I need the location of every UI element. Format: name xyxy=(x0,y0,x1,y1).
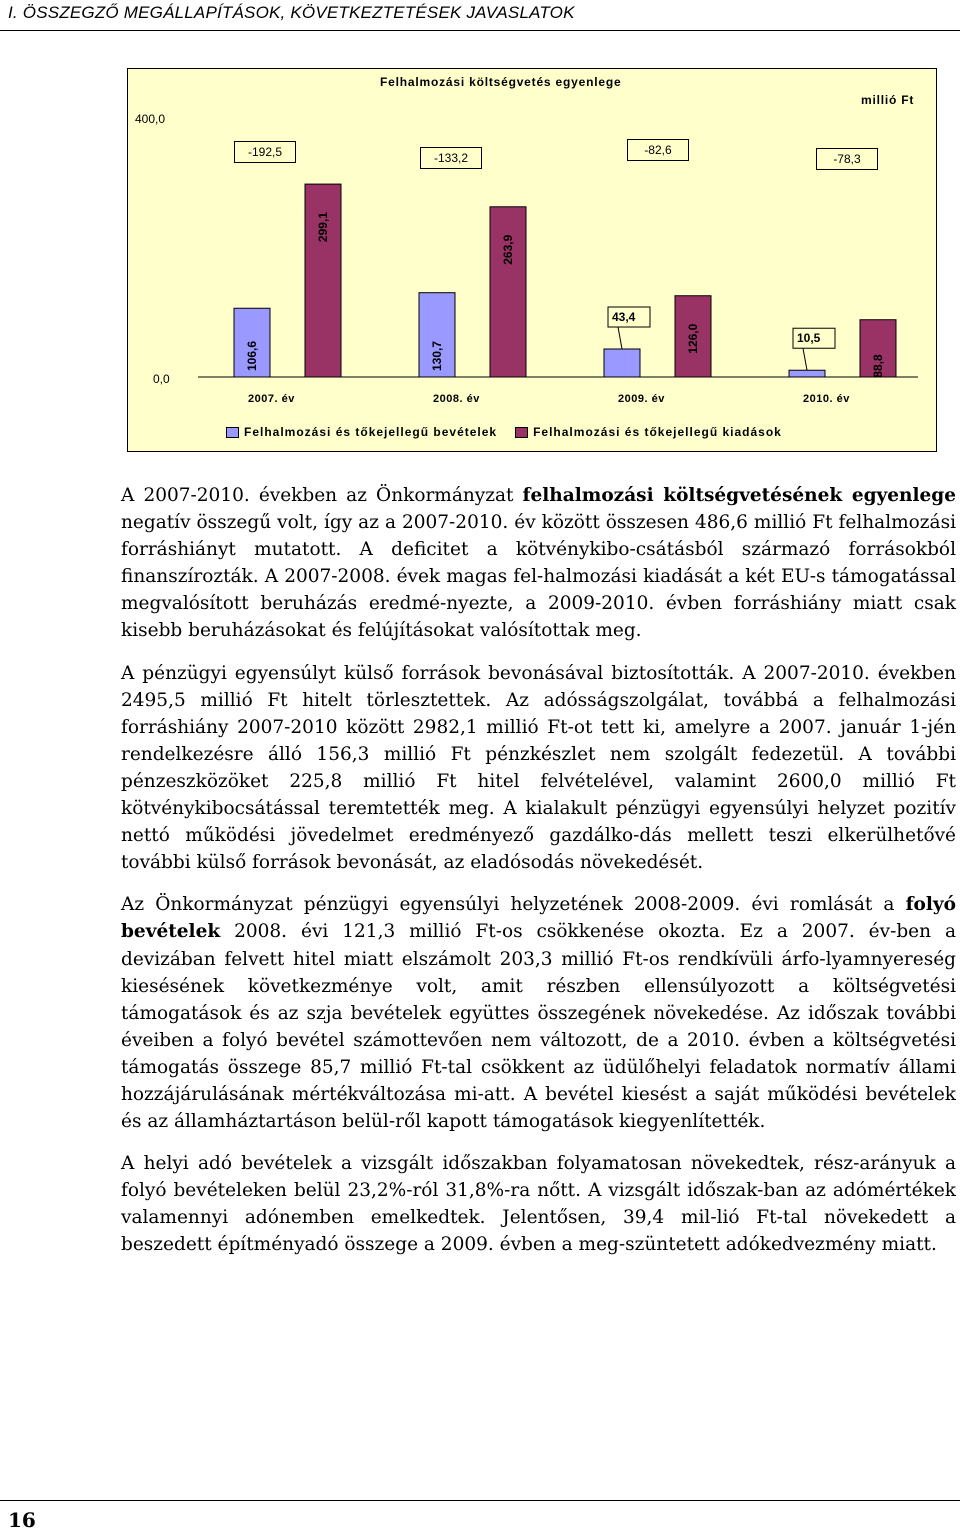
bar-value-label: 130,7 xyxy=(430,340,444,371)
chart-legend xyxy=(226,425,800,439)
legend-item-income xyxy=(226,425,497,439)
x-tick-2008: 2008. év xyxy=(433,393,480,405)
balance-label-2007: -192,5 xyxy=(234,141,296,163)
bar-value-label: 106,6 xyxy=(245,340,259,371)
legend-swatch-income xyxy=(226,427,239,438)
text-run: A helyi adó bevételek a vizsgált időszakban folyamatosan növekedtek, rész-arányuk a folyó bevételeken belül 23,2%-ról 31,8%-ra nőtt. A vizsgált időszak-ban az adómértékek valamennyi adónemben emelkedtek. Jelentősen, 39,4 mil-lió Ft-tal növekedett a beszedett építményadó összege a 2009. évben a meg-szüntetett adókedvezmény miatt. xyxy=(121,1153,956,1256)
text-run: 2008. évi 121,3 millió Ft-os csökkenése okozta. Ez a 2007. év-ben a devizában felvett hitel miatt elszámolt 203,3 millió Ft-os rendkívüli árfo-lyamnyereség kiesésének következménye volt, amit részben ellensúlyozott a költségvetési támogatások és az szja bevételek együttes összegének növekedése. Az időszak további éveiben a folyó bevétel számottevően nem változott, de a 2010. évben a költségvetési támogatás összege 85,7 millió Ft-tal csökkent az üdülőhelyi feladatok normatív állami hozzájárulásának mértékváltozása mi-att. A bevétel kiesést a saját működési bevételek és az államháztartáson belül-ről kapott támogatások kiegyenlítették. xyxy=(121,921,956,1133)
chart-title: Felhalmozási költségvetés egyenlege xyxy=(380,75,622,89)
paragraph-2 xyxy=(121,660,956,877)
text-run: negatív összegű volt, így az a 2007-2010. év között összesen 486,6 millió Ft felhalmozási forráshiányt mutatott. A deficitet a kötvénykibo-csátásból származó forrásokból finanszírozták. A 2007-2008. évek magas fel-halmozási kiadását a két EU-s támogatással megvalósított beruházás eredmé-nyezte, a 2009-2010. évben forráshiány miatt csak kisebb beruházásokat és felújításokat valósítottak meg. xyxy=(121,512,956,642)
bar-value-label: 43,4 xyxy=(612,310,636,325)
y-tick-max: 400,0 xyxy=(135,112,166,126)
paragraph-1 xyxy=(121,482,956,645)
text-run: Az Önkormányzat pénzügyi egyensúlyi helyzetének 2008-2009. évi romlását a xyxy=(121,894,906,916)
bar-value-label: 126,0 xyxy=(686,323,700,354)
bar-value-label: 88,8 xyxy=(871,354,885,378)
header-title: I. ÖSSZEGZŐ MEGÁLLAPÍTÁSOK, KÖVETKEZTETÉSEK JAVASLATOK xyxy=(8,3,575,22)
bar-income-3 xyxy=(789,370,825,377)
bold-run: folyó bevételek xyxy=(121,894,956,943)
bar-value-label: 299,1 xyxy=(316,212,330,243)
legend-label-expense: Felhalmozási és tőkejellegű kiadások xyxy=(533,425,782,439)
bar-value-leader xyxy=(803,348,807,370)
body-text xyxy=(121,482,956,1274)
y-tick-zero: 0,0 xyxy=(153,372,170,386)
footer-divider xyxy=(0,1500,960,1501)
bar-value-label: 10,5 xyxy=(797,331,821,346)
legend-swatch-expense xyxy=(515,427,528,438)
page-number: 16 xyxy=(8,1508,36,1532)
x-tick-2010: 2010. év xyxy=(803,393,850,405)
page-header xyxy=(0,0,960,31)
bar-expense-1 xyxy=(490,207,526,377)
balance-label-2009: -82,6 xyxy=(627,139,689,161)
paragraph-3 xyxy=(121,891,956,1135)
legend-item-expense xyxy=(515,425,782,439)
paragraph-4 xyxy=(121,1150,956,1258)
text-run: A pénzügyi egyensúlyt külső források bevonásával biztosították. A 2007-2010. években 2495,5 millió Ft hitelt törlesztettek. Az adósságszolgálat, továbbá a felhalmozási forráshiány 2007-2010 között 2982,1 millió Ft-ot tett ki, amelyre a 2007. január 1-jén rendelkezésre álló 156,3 millió Ft pénzkészlet nem szolgált fedezetül. A további pénzeszközöket 225,8 millió Ft hitel felvételével, valamint 2600,0 millió Ft kötvénykibocsátással teremtették meg. A kialakult pénzügyi egyensúlyi helyzet pozitív nettó működési jövedelmet eredményező gazdálko-dás mellett teszi elkerülhetővé további külső források bevonását, az eladósodás növekedését. xyxy=(121,662,956,874)
balance-chart xyxy=(127,68,937,452)
bar-income-2 xyxy=(604,349,640,377)
balance-label-2008: -133,2 xyxy=(420,147,482,169)
bar-value-leader xyxy=(618,327,622,349)
x-tick-2009: 2009. év xyxy=(618,393,665,405)
balance-label-2010: -78,3 xyxy=(816,148,878,170)
legend-label-income: Felhalmozási és tőkejellegű bevételek xyxy=(244,425,498,439)
bar-value-label: 263,9 xyxy=(501,234,515,265)
x-tick-2007: 2007. év xyxy=(248,393,295,405)
bold-run: felhalmozási költségvetésének egyenlege xyxy=(522,485,956,506)
chart-unit: millió Ft xyxy=(861,93,915,107)
text-run: A 2007-2010. években az Önkormányzat xyxy=(121,485,523,506)
